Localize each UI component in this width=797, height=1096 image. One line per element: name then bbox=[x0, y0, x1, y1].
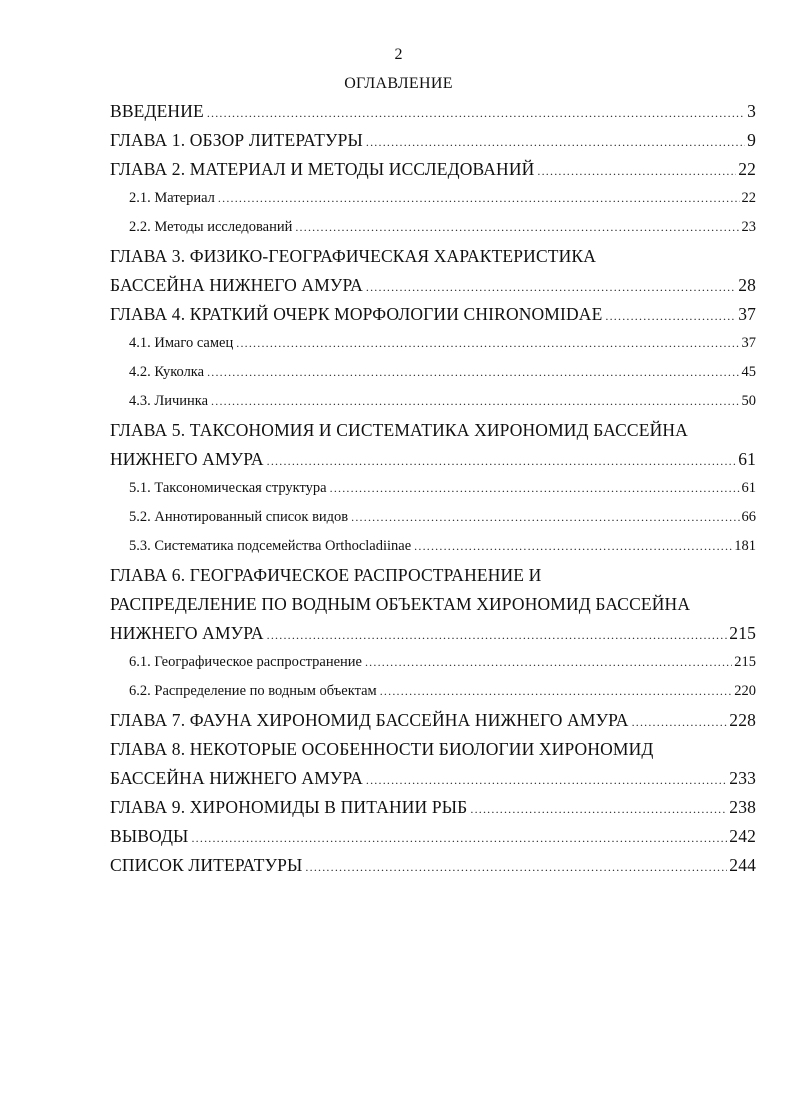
toc-entry-title: ГЛАВА 3. ФИЗИКО-ГЕОГРАФИЧЕСКАЯ ХАРАКТЕРИСТИКА bbox=[110, 246, 597, 266]
toc-entry-page: 181 bbox=[734, 538, 756, 554]
toc-section-entry bbox=[110, 387, 756, 416]
dot-leader bbox=[351, 503, 739, 532]
toc-entry-title: ГЛАВА 1. ОБЗОР ЛИТЕРАТУРЫ bbox=[110, 130, 363, 150]
toc-chapter-entry bbox=[110, 735, 756, 764]
toc-entry-page: 50 bbox=[741, 393, 756, 409]
dot-leader bbox=[365, 648, 732, 677]
dot-leader bbox=[211, 387, 739, 416]
table-of-contents bbox=[110, 97, 756, 880]
toc-chapter-entry bbox=[110, 300, 756, 329]
dot-leader bbox=[537, 157, 736, 184]
toc-entry-title: ГЛАВА 9. ХИРОНОМИДЫ В ПИТАНИИ РЫБ bbox=[110, 797, 468, 817]
toc-chapter-entry bbox=[110, 793, 756, 822]
toc-entry-page: 28 bbox=[738, 275, 756, 295]
toc-entry-page: 242 bbox=[729, 826, 756, 846]
toc-chapter-entry bbox=[110, 619, 756, 648]
toc-entry-page: 23 bbox=[741, 219, 756, 235]
toc-entry-page: 9 bbox=[747, 130, 756, 150]
toc-chapter-entry bbox=[110, 706, 756, 735]
toc-entry-page: 37 bbox=[738, 304, 756, 324]
toc-chapter-entry bbox=[110, 242, 756, 271]
toc-entry-page: 37 bbox=[741, 335, 756, 351]
toc-entry-title: ГЛАВА 8. НЕКОТОРЫЕ ОСОБЕННОСТИ БИОЛОГИИ ХИРОНОМИД bbox=[110, 739, 654, 759]
toc-chapter-entry bbox=[110, 851, 756, 880]
toc-entry-title: 2.2. Методы исследований bbox=[129, 219, 293, 235]
toc-entry-title: РАСПРЕДЕЛЕНИЕ ПО ВОДНЫМ ОБЪЕКТАМ ХИРОНОМИД БАССЕЙНА bbox=[110, 594, 691, 614]
toc-entry-title: 5.3. Систематика подсемейства Orthocladiinae bbox=[129, 538, 412, 554]
page-title: ОГЛАВЛЕНИЕ bbox=[344, 75, 453, 92]
toc-entry-page: 61 bbox=[741, 480, 756, 496]
dot-leader bbox=[236, 329, 739, 358]
dot-leader bbox=[605, 302, 736, 329]
toc-section-entry bbox=[110, 184, 756, 213]
dot-leader bbox=[267, 447, 737, 474]
toc-entry-title: 4.1. Имаго самец bbox=[129, 335, 234, 351]
dot-leader bbox=[191, 824, 727, 851]
toc-entry-title: БАССЕЙНА НИЖНЕГО АМУРА bbox=[110, 275, 363, 295]
toc-entry-title: ГЛАВА 7. ФАУНА ХИРОНОМИД БАССЕЙНА НИЖНЕГО АМУРА bbox=[110, 710, 629, 730]
toc-entry-title: БАССЕЙНА НИЖНЕГО АМУРА bbox=[110, 768, 363, 788]
toc-section-entry bbox=[110, 503, 756, 532]
toc-chapter-entry bbox=[110, 590, 756, 619]
dot-leader bbox=[632, 708, 728, 735]
toc-chapter-entry bbox=[110, 561, 756, 590]
toc-section-entry bbox=[110, 358, 756, 387]
toc-chapter-entry bbox=[110, 271, 756, 300]
toc-entry-title: ГЛАВА 2. МАТЕРИАЛ И МЕТОДЫ ИССЛЕДОВАНИЙ bbox=[110, 159, 535, 179]
toc-entry-page: 244 bbox=[729, 855, 756, 875]
toc-entry-title: ГЛАВА 5. ТАКСОНОМИЯ И СИСТЕМАТИКА ХИРОНОМИД БАССЕЙНА bbox=[110, 420, 688, 440]
toc-entry-page: 238 bbox=[729, 797, 756, 817]
toc-entry-page: 215 bbox=[734, 654, 756, 670]
toc-entry-title: СПИСОК ЛИТЕРАТУРЫ bbox=[110, 855, 303, 875]
dot-leader bbox=[414, 532, 732, 561]
dot-leader bbox=[295, 213, 739, 242]
dot-leader bbox=[366, 766, 727, 793]
toc-section-entry bbox=[110, 648, 756, 677]
toc-entry-title: 6.1. Географическое распространение bbox=[129, 654, 362, 670]
toc-chapter-entry bbox=[110, 416, 756, 445]
toc-entry-title: ГЛАВА 4. КРАТКИЙ ОЧЕРК МОРФОЛОГИИ CHIRONOMIDAE bbox=[110, 304, 603, 324]
dot-leader bbox=[267, 621, 728, 648]
dot-leader bbox=[380, 677, 733, 706]
toc-entry-title: НИЖНЕГО АМУРА bbox=[110, 449, 264, 469]
toc-chapter-entry bbox=[110, 764, 756, 793]
toc-chapter-entry bbox=[110, 155, 756, 184]
toc-chapter-entry bbox=[110, 445, 756, 474]
toc-entry-title: 2.1. Материал bbox=[129, 190, 215, 206]
toc-entry-title: 4.2. Куколка bbox=[129, 364, 205, 380]
toc-entry-page: 22 bbox=[738, 159, 756, 179]
toc-entry-title: 4.3. Личинка bbox=[129, 393, 209, 409]
dot-leader bbox=[470, 795, 727, 822]
toc-entry-page: 61 bbox=[738, 449, 756, 469]
toc-section-entry bbox=[110, 213, 756, 242]
toc-entry-title: НИЖНЕГО АМУРА bbox=[110, 623, 264, 643]
toc-entry-page: 228 bbox=[729, 710, 756, 730]
toc-entry-title: 6.2. Распределение по водным объектам bbox=[129, 683, 377, 699]
toc-chapter-entry bbox=[110, 126, 756, 155]
toc-section-entry bbox=[110, 474, 756, 503]
toc-section-entry bbox=[110, 677, 756, 706]
toc-entry-page: 233 bbox=[729, 768, 756, 788]
toc-entry-title: ВЫВОДЫ bbox=[110, 826, 189, 846]
toc-chapter-entry bbox=[110, 822, 756, 851]
toc-entry-title: 5.2. Аннотированный список видов bbox=[129, 509, 349, 525]
toc-entry-page: 45 bbox=[741, 364, 756, 380]
toc-section-entry bbox=[110, 532, 756, 561]
toc-section-entry bbox=[110, 329, 756, 358]
dot-leader bbox=[366, 128, 745, 155]
dot-leader bbox=[366, 273, 736, 300]
toc-entry-page: 215 bbox=[729, 623, 756, 643]
toc-entry-page: 22 bbox=[741, 190, 756, 206]
dot-leader bbox=[305, 853, 727, 880]
toc-entry-title: 5.1. Таксономическая структура bbox=[129, 480, 327, 496]
dot-leader bbox=[330, 474, 740, 503]
toc-entry-title: ВВЕДЕНИЕ bbox=[110, 101, 204, 121]
toc-entry-title: ГЛАВА 6. ГЕОГРАФИЧЕСКОЕ РАСПРОСТРАНЕНИЕ И bbox=[110, 565, 542, 585]
toc-chapter-entry bbox=[110, 97, 756, 126]
dot-leader bbox=[207, 99, 745, 126]
toc-entry-page: 220 bbox=[734, 683, 756, 699]
toc-entry-page: 66 bbox=[741, 509, 756, 525]
dot-leader bbox=[207, 358, 739, 387]
dot-leader bbox=[218, 184, 740, 213]
page-number: 2 bbox=[394, 46, 403, 63]
toc-entry-page: 3 bbox=[747, 101, 756, 121]
